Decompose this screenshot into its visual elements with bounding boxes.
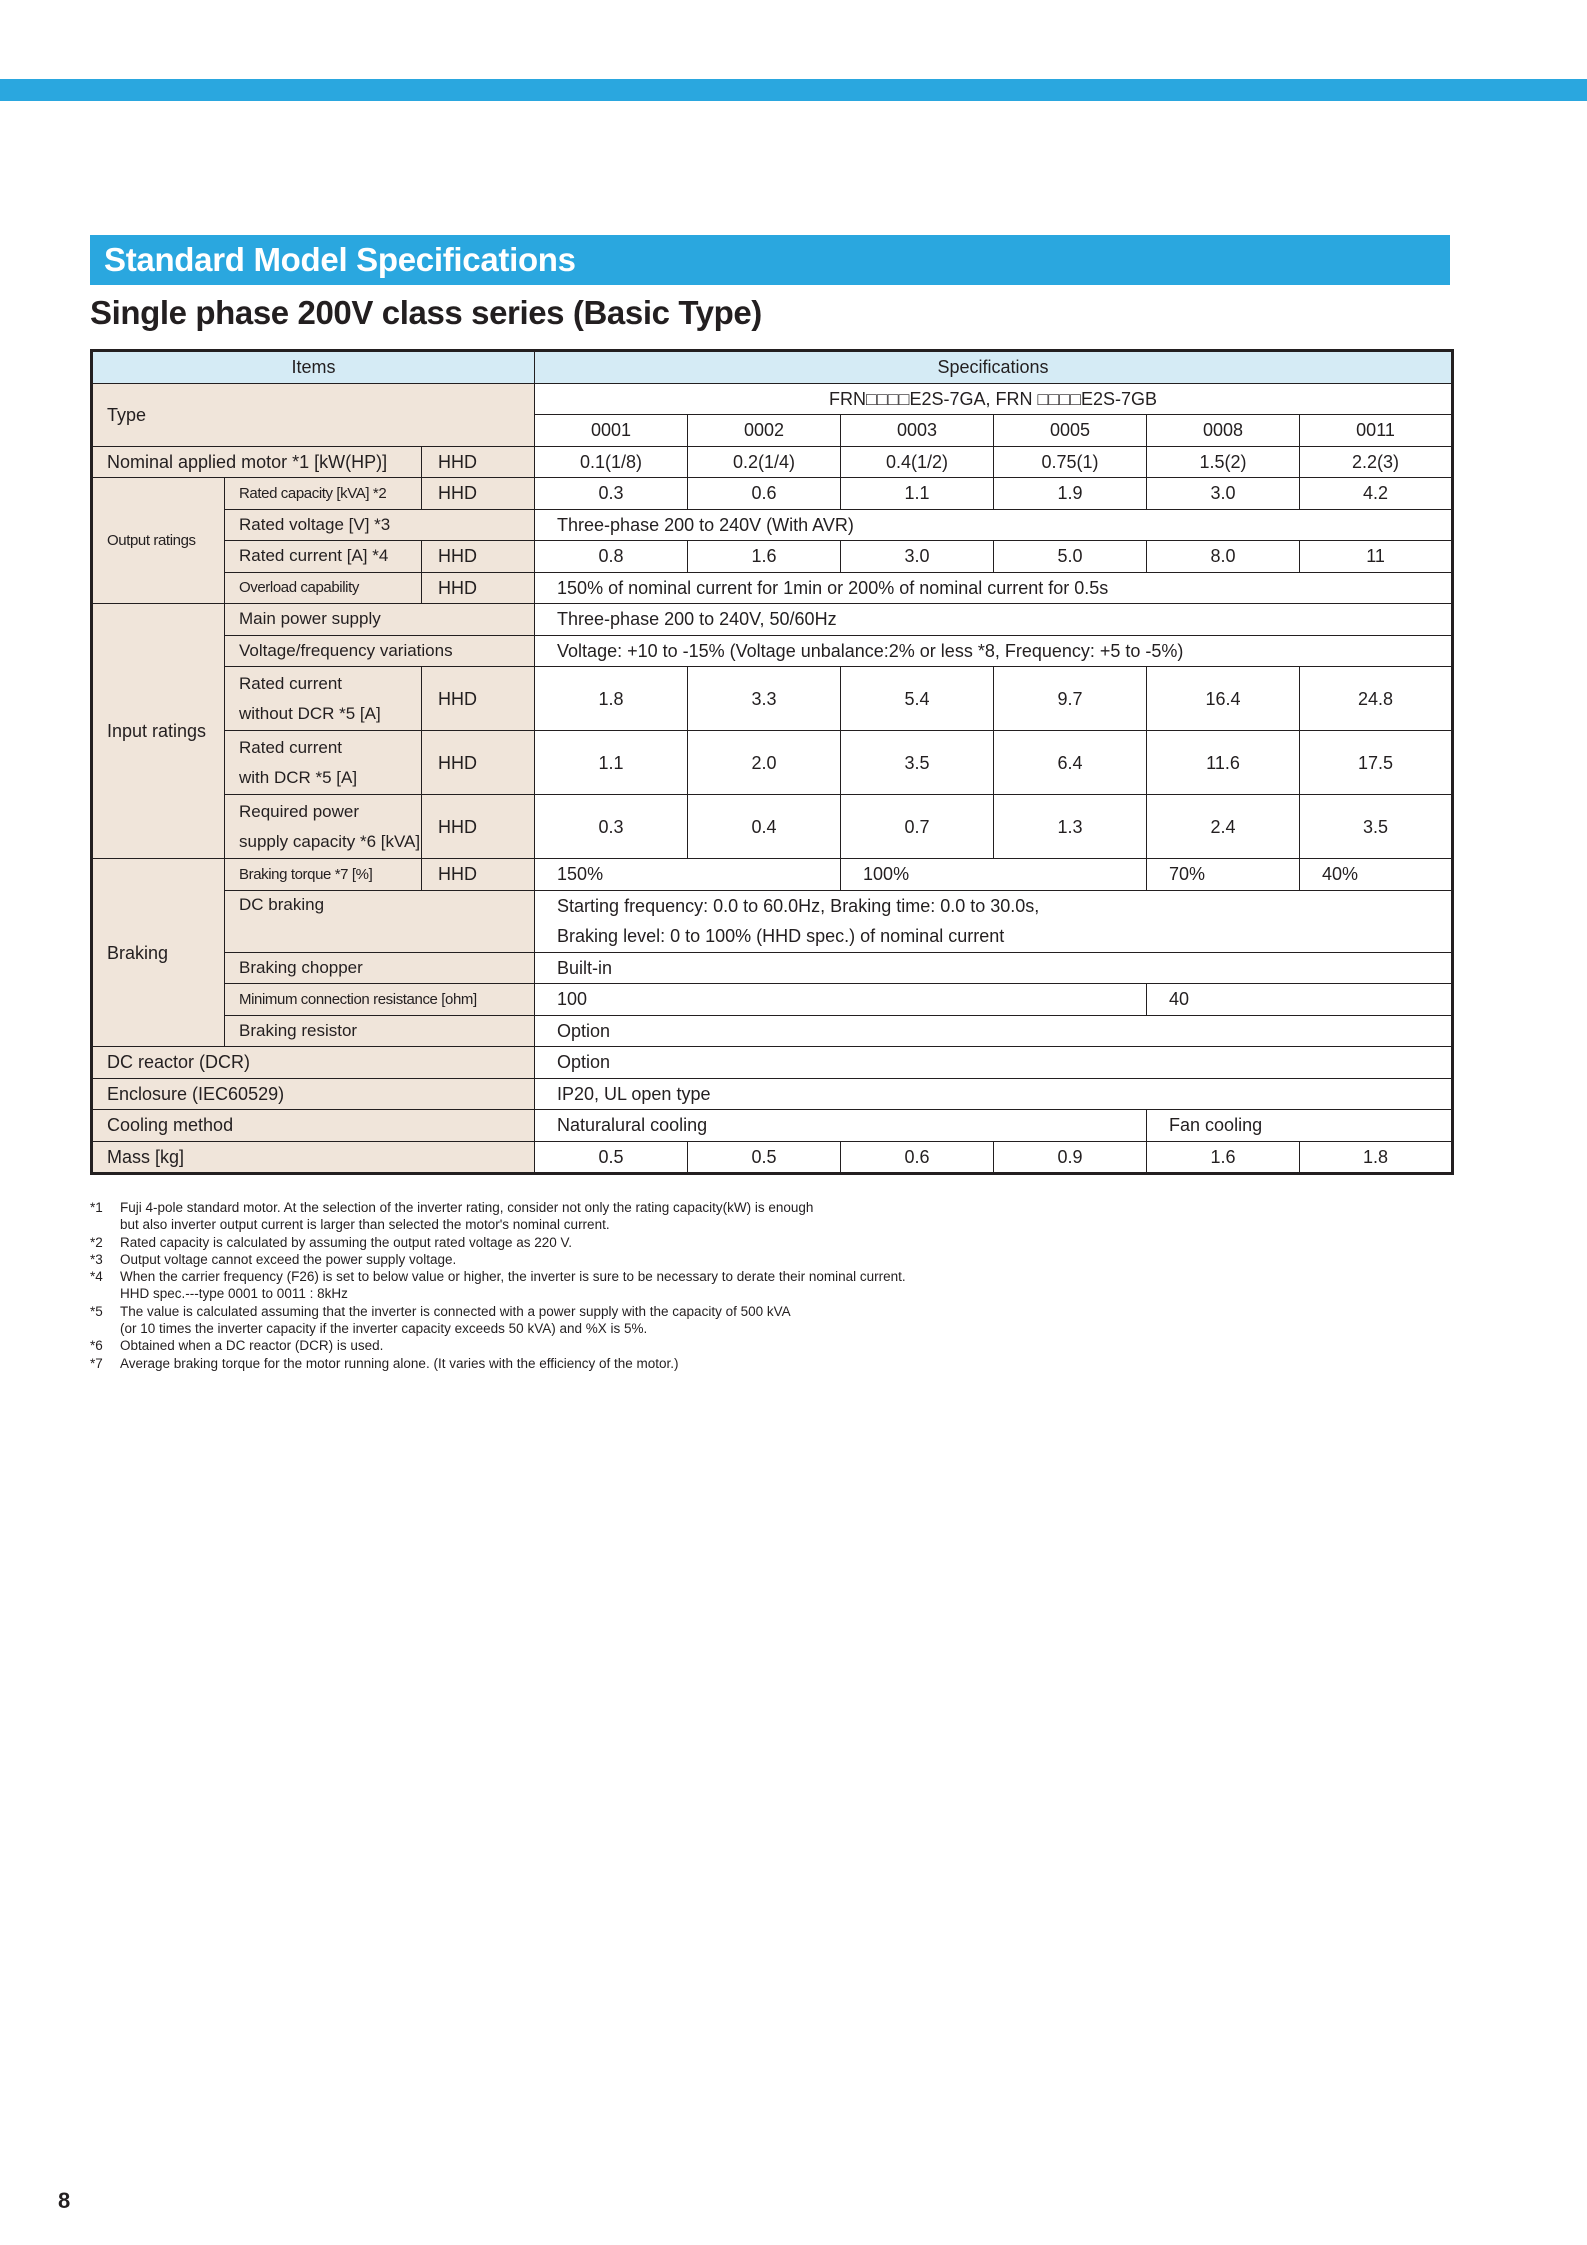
variations-row xyxy=(92,635,1453,667)
row-label xyxy=(225,478,422,510)
group-label: Input ratings xyxy=(92,604,225,859)
required-power-row xyxy=(92,795,1453,859)
row-label-line: with DCR *5 [A] xyxy=(239,767,358,787)
row-label xyxy=(225,572,422,604)
value-cell: 0.3 xyxy=(535,478,688,510)
output-ratings-group xyxy=(92,478,225,604)
footnotes xyxy=(90,1199,1190,1372)
row-label: Mass [kg] xyxy=(92,1141,535,1174)
spec-table xyxy=(90,349,1454,1175)
footnote-line: (or 10 times the inverter capacity if the inverter capacity exceeds 50 kVA) and %X is 5%. xyxy=(120,1321,648,1337)
hhd-label: HHD xyxy=(422,446,535,478)
footnote xyxy=(90,1199,1190,1234)
header-row xyxy=(92,351,1453,384)
row-label-text: Braking torque *7 [%] xyxy=(239,865,373,883)
hhd-label: HHD xyxy=(422,572,535,604)
type-label: Type xyxy=(92,383,535,446)
footnote-line: Average braking torque for the motor running alone. (It varies with the efficiency of the motor.) xyxy=(120,1355,679,1371)
value-cell: Fan cooling xyxy=(1147,1110,1453,1142)
value-cell: 40% xyxy=(1300,859,1453,891)
value-cell: Option xyxy=(535,1015,1453,1047)
footnote-text xyxy=(120,1303,791,1338)
row-label: DC reactor (DCR) xyxy=(92,1047,535,1079)
model-cell: 0008 xyxy=(1147,415,1300,447)
row-label xyxy=(225,984,535,1016)
row-label: Braking resistor xyxy=(225,1015,535,1047)
footnote-line: When the carrier frequency (F26) is set to below value or higher, the inverter is sure to be necessary to derate their nominal current. xyxy=(120,1269,906,1285)
enclosure-row xyxy=(92,1078,1453,1110)
footnote-text xyxy=(120,1199,813,1234)
value-cell: 1.1 xyxy=(535,731,688,795)
value-cell: Built-in xyxy=(535,952,1453,984)
value-cell: 0.75(1) xyxy=(994,446,1147,478)
value-cell: 40 xyxy=(1147,984,1453,1016)
footnote-mark: *3 xyxy=(90,1251,103,1267)
value-cell: 0.6 xyxy=(841,1141,994,1174)
value-cell: 1.9 xyxy=(994,478,1147,510)
value-cell: 2.4 xyxy=(1147,795,1300,859)
value-cell: 16.4 xyxy=(1147,667,1300,731)
dc-braking-row xyxy=(92,890,1453,921)
value-cell: 11 xyxy=(1300,541,1453,573)
footnote-line: but also inverter output current is larger than selected the motor's nominal current. xyxy=(120,1217,610,1233)
value-cell: 4.2 xyxy=(1300,478,1453,510)
row-label-text: Rated capacity [kVA] *2 xyxy=(239,484,387,502)
footnote xyxy=(90,1251,1190,1268)
value-cell: 0.7 xyxy=(841,795,994,859)
value-cell: 11.6 xyxy=(1147,731,1300,795)
footnote xyxy=(90,1234,1190,1251)
value-cell: 2.0 xyxy=(688,731,841,795)
footnote-text xyxy=(120,1268,906,1303)
nominal-motor-row xyxy=(92,446,1453,478)
value-cell: 9.7 xyxy=(994,667,1147,731)
value-cell: 1.8 xyxy=(535,667,688,731)
row-label: Braking chopper xyxy=(225,952,535,984)
footnote-mark: *2 xyxy=(90,1234,103,1250)
value-cell: 0.4(1/2) xyxy=(841,446,994,478)
braking-resistor-row xyxy=(92,1015,1453,1047)
value-cell: 1.6 xyxy=(1147,1141,1300,1174)
value-cell: 150% xyxy=(535,859,841,891)
value-cell: 3.0 xyxy=(841,541,994,573)
hhd-label: HHD xyxy=(422,541,535,573)
value-cell: 8.0 xyxy=(1147,541,1300,573)
hhd-label: HHD xyxy=(422,859,535,891)
dc-reactor-row xyxy=(92,1047,1453,1079)
value-cell: 100% xyxy=(841,859,1147,891)
model-cell: 0011 xyxy=(1300,415,1453,447)
value-cell: 3.0 xyxy=(1147,478,1300,510)
footnote xyxy=(90,1268,1190,1303)
specs-header: Specifications xyxy=(535,351,1453,384)
footnote-line: Obtained when a DC reactor (DCR) is used. xyxy=(120,1338,384,1354)
page-number: 8 xyxy=(58,2188,71,2213)
value-cell: 1.1 xyxy=(841,478,994,510)
group-label: Braking xyxy=(92,859,225,1047)
value-cell: Voltage: +10 to -15% (Voltage unbalance:2% or less *8, Frequency: +5 to -5%) xyxy=(535,635,1453,667)
footnote-mark: *7 xyxy=(90,1355,103,1371)
footnote-line: Output voltage cannot exceed the power supply voltage. xyxy=(120,1251,457,1267)
footnote xyxy=(90,1355,1190,1372)
value-cell: 2.2(3) xyxy=(1300,446,1453,478)
value-cell: 24.8 xyxy=(1300,667,1453,731)
value-cell: 6.4 xyxy=(994,731,1147,795)
value-cell: 5.0 xyxy=(994,541,1147,573)
value-cell: 0.9 xyxy=(994,1141,1147,1174)
value-cell: Starting frequency: 0.0 to 60.0Hz, Braking time: 0.0 to 30.0s, xyxy=(535,890,1453,921)
row-label: Main power supply xyxy=(225,604,535,636)
type-name: FRN□□□□E2S-7GA, FRN □□□□E2S-7GB xyxy=(535,383,1453,415)
value-cell: Three-phase 200 to 240V, 50/60Hz xyxy=(535,604,1453,636)
top-accent-bar xyxy=(0,79,1587,101)
value-cell: 100 xyxy=(535,984,1147,1016)
row-label-line: Rated current xyxy=(239,737,342,757)
row-label-line: Required power xyxy=(239,801,360,821)
value-cell: 1.5(2) xyxy=(1147,446,1300,478)
hhd-label: HHD xyxy=(422,478,535,510)
value-cell: 1.8 xyxy=(1300,1141,1453,1174)
items-header: Items xyxy=(92,351,535,384)
without-dcr-row xyxy=(92,667,1453,731)
braking-torque-row xyxy=(92,859,1453,891)
value-cell: 1.3 xyxy=(994,795,1147,859)
hhd-label: HHD xyxy=(422,795,535,859)
row-label: Enclosure (IEC60529) xyxy=(92,1078,535,1110)
value-cell: IP20, UL open type xyxy=(535,1078,1453,1110)
row-label: Cooling method xyxy=(92,1110,535,1142)
rated-current-row xyxy=(92,541,1453,573)
footnote-line: Fuji 4-pole standard motor. At the selection of the inverter rating, consider not only the rating capacity(kW) is enough xyxy=(120,1200,814,1215)
hhd-label: HHD xyxy=(422,667,535,731)
value-cell: Naturalural cooling xyxy=(535,1110,1147,1142)
row-label-line: Rated current xyxy=(239,673,342,693)
footnote-line: HHD spec.---type 0001 to 0011 : 8kHz xyxy=(120,1286,348,1302)
row-label-line: supply capacity *6 [kVA] xyxy=(239,831,421,851)
row-label xyxy=(225,795,422,859)
value-cell: 0.4 xyxy=(688,795,841,859)
row-label: Rated current [A] *4 xyxy=(225,541,422,573)
value-cell: 3.5 xyxy=(841,731,994,795)
section-title: Standard Model Specifications xyxy=(90,235,1450,285)
row-label: Rated voltage [V] *3 xyxy=(225,509,535,541)
value-cell: Option xyxy=(535,1047,1453,1079)
row-label: Voltage/frequency variations xyxy=(225,635,535,667)
footnote-mark: *5 xyxy=(90,1303,103,1319)
row-label-text: Minimum connection resistance [ohm] xyxy=(239,990,477,1008)
row-label-line: without DCR *5 [A] xyxy=(239,703,381,723)
with-dcr-row xyxy=(92,731,1453,795)
footnote xyxy=(90,1337,1190,1354)
value-cell: 17.5 xyxy=(1300,731,1453,795)
braking-chopper-row xyxy=(92,952,1453,984)
model-cell: 0003 xyxy=(841,415,994,447)
footnote-mark: *6 xyxy=(90,1338,103,1354)
model-cell: 0001 xyxy=(535,415,688,447)
footnote-mark: *1 xyxy=(90,1200,103,1215)
footnote-line: Rated capacity is calculated by assuming the output rated voltage as 220 V. xyxy=(120,1234,573,1250)
rated-voltage-row xyxy=(92,509,1453,541)
value-cell: 0.8 xyxy=(535,541,688,573)
model-cell: 0005 xyxy=(994,415,1147,447)
value-cell: 0.2(1/4) xyxy=(688,446,841,478)
min-resistance-row xyxy=(92,984,1453,1016)
value-cell: 70% xyxy=(1147,859,1300,891)
footnote xyxy=(90,1303,1190,1338)
row-label: DC braking xyxy=(225,890,535,952)
overload-row xyxy=(92,572,1453,604)
value-cell: 150% of nominal current for 1min or 200% of nominal current for 0.5s xyxy=(535,572,1453,604)
model-cell: 0002 xyxy=(688,415,841,447)
row-label-text: Overload capability xyxy=(239,579,359,597)
value-cell: 1.6 xyxy=(688,541,841,573)
group-label: Output ratings xyxy=(107,532,196,549)
footnote-line: The value is calculated assuming that the inverter is connected with a power supply with the capacity of 500 kVA xyxy=(120,1303,791,1319)
value-cell: 5.4 xyxy=(841,667,994,731)
row-label xyxy=(225,731,422,795)
page-subtitle: Single phase 200V class series (Basic Type) xyxy=(90,294,762,331)
hhd-label: HHD xyxy=(422,731,535,795)
type-row xyxy=(92,383,1453,415)
row-label: Nominal applied motor *1 [kW(HP)] xyxy=(92,446,422,478)
value-cell: 0.3 xyxy=(535,795,688,859)
value-cell: 0.5 xyxy=(535,1141,688,1174)
footnote-mark: *4 xyxy=(90,1269,103,1285)
main-power-row xyxy=(92,604,1453,636)
rated-capacity-row xyxy=(92,478,1453,510)
row-label xyxy=(225,859,422,891)
value-cell: Three-phase 200 to 240V (With AVR) xyxy=(535,509,1453,541)
cooling-row xyxy=(92,1110,1453,1142)
value-cell: 3.3 xyxy=(688,667,841,731)
row-label xyxy=(225,667,422,731)
mass-row xyxy=(92,1141,1453,1174)
value-cell: 0.1(1/8) xyxy=(535,446,688,478)
value-cell: 0.6 xyxy=(688,478,841,510)
value-cell: 0.5 xyxy=(688,1141,841,1174)
value-cell: 3.5 xyxy=(1300,795,1453,859)
value-cell: Braking level: 0 to 100% (HHD spec.) of nominal current xyxy=(535,921,1453,952)
